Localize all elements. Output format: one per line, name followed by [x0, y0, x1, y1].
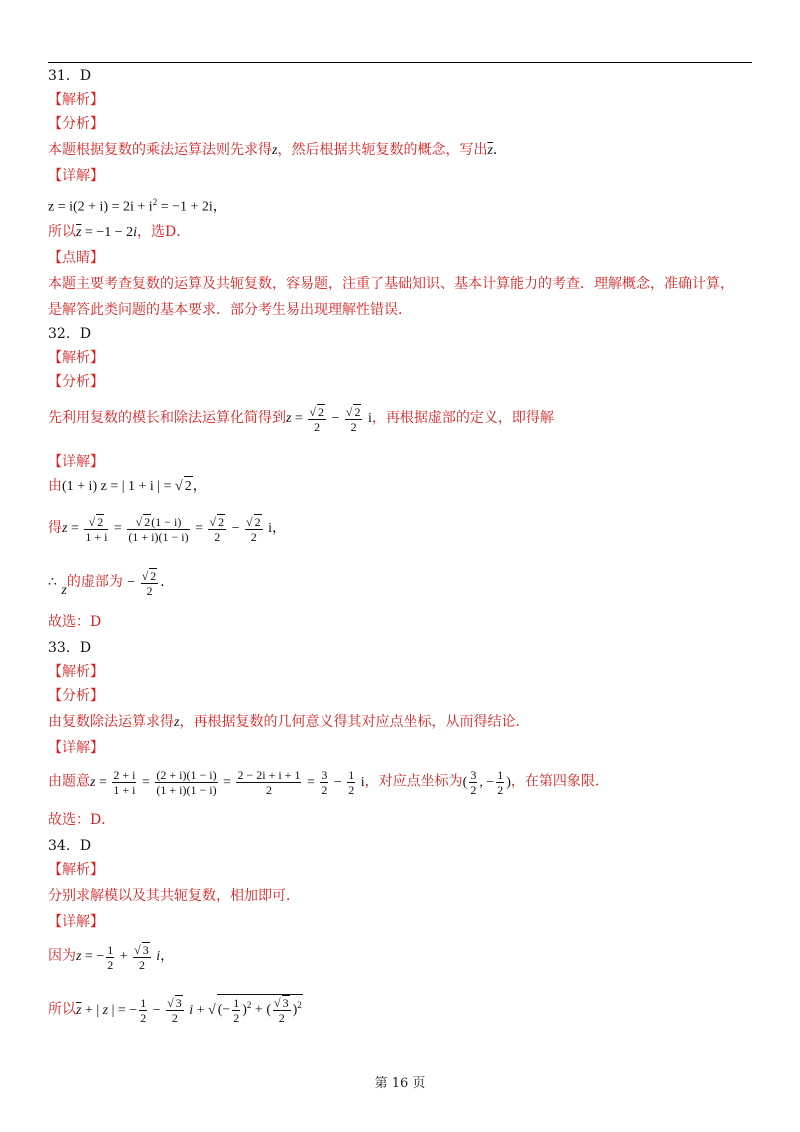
q33-answer: 故选：D．: [48, 812, 116, 828]
header-rule: [48, 62, 752, 63]
q32-answer: 故选：D: [48, 614, 102, 630]
q31-comment-2: 是解答此类问题的基本要求．部分考生易出现理解性错误．: [48, 302, 412, 318]
q31-analysis: 本题根据复数的乘法运算法则先求得z，然后根据共轭复数的概念，写出$\overline{z}$．: [48, 142, 507, 158]
q33-line1: 由题意z = $\frac{2 + i}{1 + i}$ = $\frac{(2 + i)(1 - i)}{(1 + i)(1 - i)}$ = $\frac{2 - 2i + i + 1}{2}$ = $\frac{3}{2}$ − $\frac{1}{2}$ i，对应点坐标为( $\frac{3}{2}$ , − $\frac{1}{2}$ )，在第四象限．: [48, 768, 609, 797]
q34-line1: 因为z = − $\frac{1}{2}$ + $\frac{√ 3}{2}$ i，: [48, 942, 175, 972]
q31-tag-fenxi: 【分析】: [48, 116, 104, 132]
q31-tag-dianjing: 【点睛】: [48, 250, 104, 266]
q33-tag-xiangjie: 【详解】: [48, 740, 104, 756]
q31-tag-jiexi: 【解析】: [48, 92, 104, 108]
q32-number: 32．D: [48, 326, 92, 342]
q34-tag-xiangjie: 【详解】: [48, 914, 104, 930]
q33-analysis: 由复数除法运算求得z，再根据复数的几何意义得其对应点坐标，从而得结论．: [48, 714, 530, 730]
q32-line3: ∴ z的虚部为 − $\frac{√ 2}{2}$ ．: [48, 569, 175, 599]
q32-tag-fenxi: 【分析】: [48, 374, 104, 390]
q32-tag-xiangjie: 【详解】: [48, 454, 104, 470]
q33-number: 33．D: [48, 640, 92, 656]
q31-tag-xiangjie: 【详解】: [48, 168, 104, 184]
q32-tag-jiexi: 【解析】: [48, 350, 104, 366]
q31-calc1: $z = i(2 + i) = 2i + i^2 = -1 + 2i$，: [48, 197, 227, 215]
q34-analysis: 分别求解模以及其共轭复数，相加即可．: [48, 888, 300, 904]
q31-comment-1: 本题主要考查复数的运算及共轭复数，容易题，注重了基础知识、基本计算能力的考查．理解概念，准确计算，: [48, 276, 734, 292]
q33-tag-jiexi: 【解析】: [48, 664, 104, 680]
q31-number: 31．D: [48, 68, 92, 84]
q34-line2: 所以$\overline{z}$ + | z | = − $\frac{1}{2}$ − $\frac{√ 3}{2}$ i + √ (− $\frac{1}{2}$ )$^2$ + ( $\frac{√ 3}{2}$ )$^2$: [48, 995, 302, 1026]
q32-line2: 得z = $\frac{√ 2}{1 + i}$ = $\frac{√ 2(1 - i)}{(1 + i)(1 - i)}$ = $\frac{√ 2}{2}$ − $\frac{√ 2}{2}$ i，: [48, 515, 286, 544]
q34-tag-jiexi: 【解析】: [48, 862, 104, 878]
q32-analysis: 先利用复数的模长和除法运算化简得到z = $\frac{√ 2}{2}$ − $\frac{√ 2}{2}$ i，再根据虚部的定义，即得解: [48, 405, 554, 434]
q34-number: 34．D: [48, 838, 92, 854]
q32-line1: 由(1 + i) z = | 1 + i | = √ 2，: [48, 476, 207, 497]
q33-tag-fenxi: 【分析】: [48, 688, 104, 704]
q31-calc2: 所以$\overline{z} = -1 - 2i$，选D．: [48, 224, 191, 240]
page-footer: 第 16 页: [374, 1076, 426, 1091]
